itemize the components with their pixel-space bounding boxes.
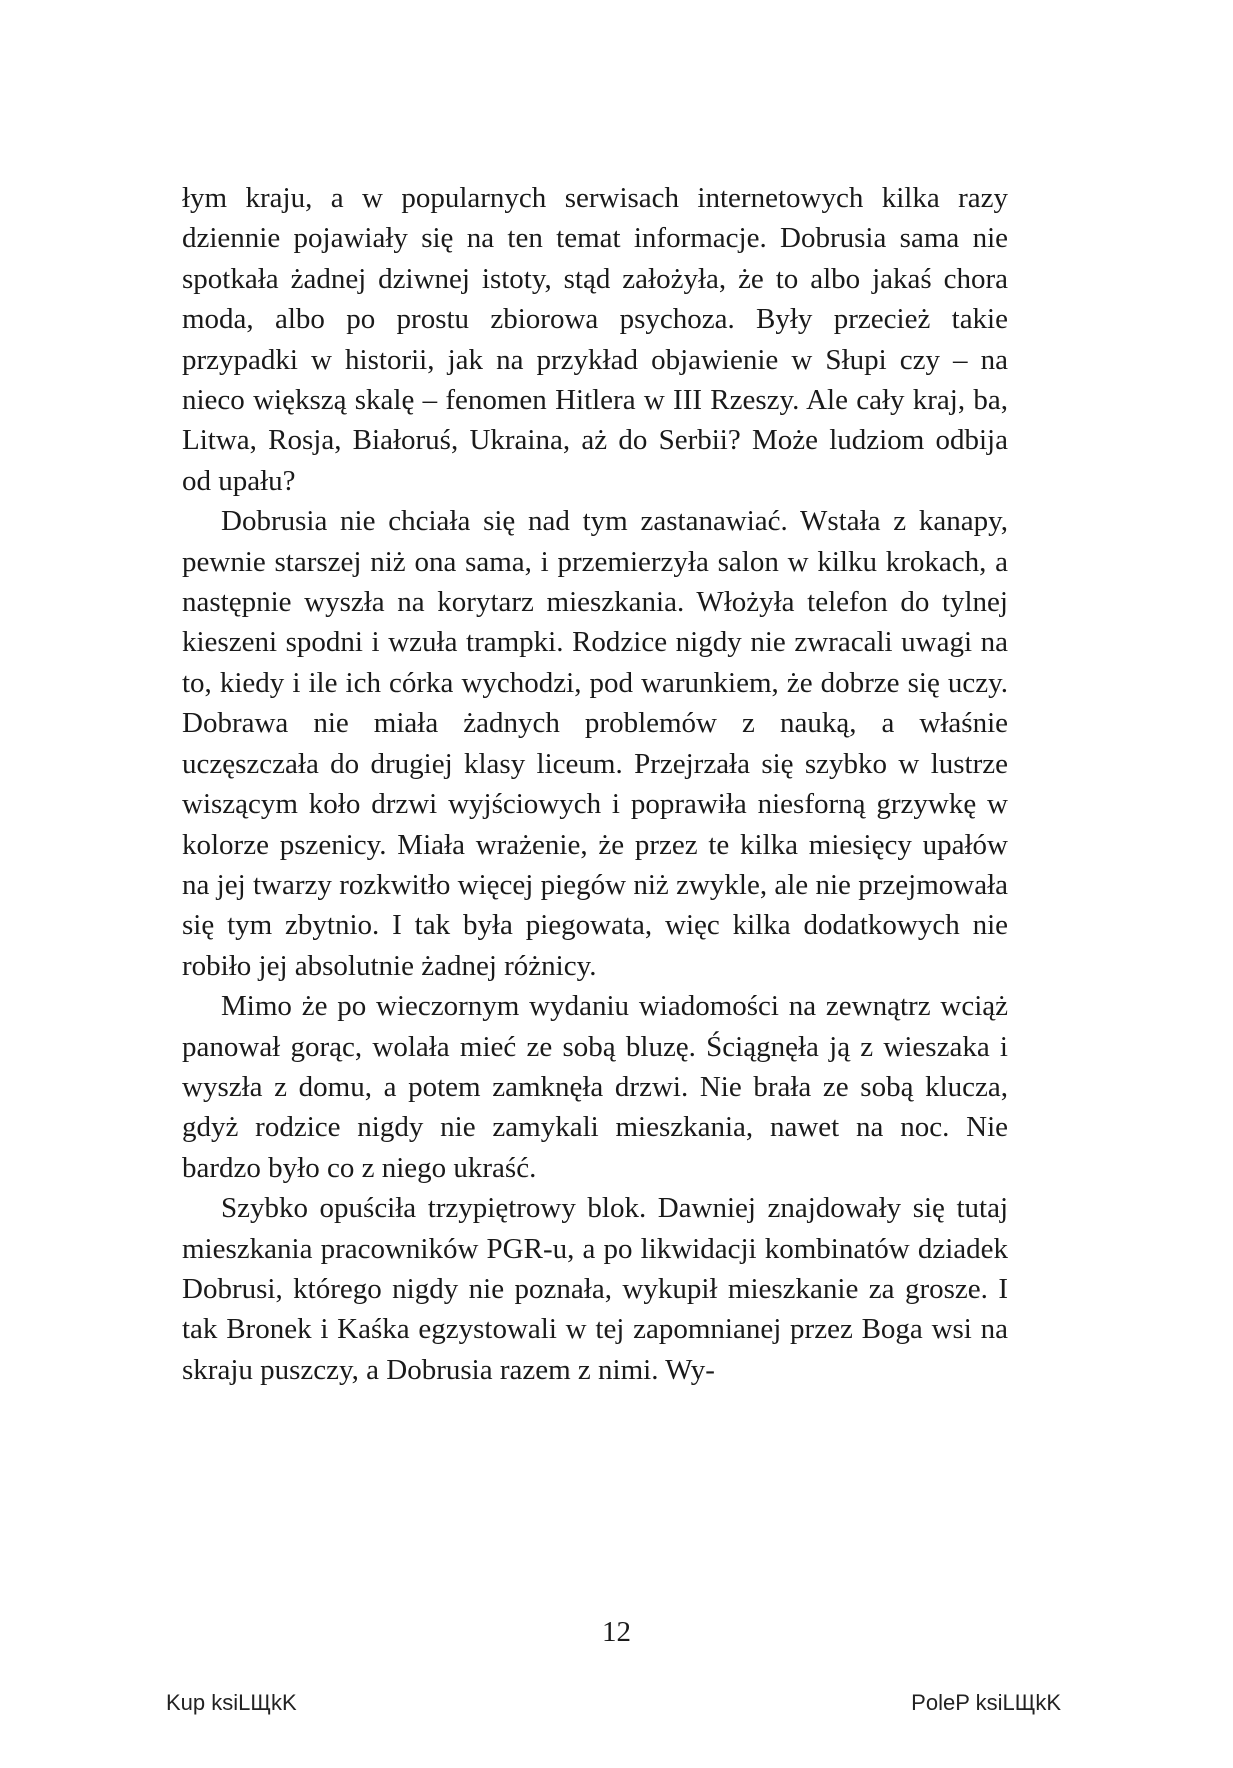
paragraph-2: Dobrusia nie chciała się nad tym zastanawiać. Wstała z kanapy, pewnie starszej niż ona sama, i przemierzyła salon w kilku krokach, a następnie wyszła na korytarz mieszkania. Włożyła telefon do tylnej kieszeni spodni i wzuła trampki. Rodzice nigdy nie zwracali uwagi na to, kiedy i ile ich córka wychodzi, pod warunkiem, że dobrze się uczy. Dobrawa nie miała żadnych problemów z nauką, a właśnie uczęszczała do drugiej klasy liceum. Przejrzała się szybko w lustrze wiszącym koło drzwi wyjściowych i poprawiła niesforną grzywkę w kolorze pszenicy. Miała wrażenie, że przez te kilka miesięcy upałów na jej twarzy rozkwitło więcej piegów niż zwykle, ale nie przejmowała się tym zbytnio. I tak była piegowata, więc kilka dodatkowych nie robiło jej absolutnie żadnej różnicy. bbox=[182, 505, 1008, 982]
paragraph-1: łym kraju, a w popularnych serwisach internetowych kilka razy dziennie pojawiały się na ten temat informacje. Dobrusia sama nie spotkała żadnej dziwnej istoty, stąd założyła, że to albo jakaś chora moda, albo po prostu zbiorowa psychoza. Były przecież takie przypadki w historii, jak na przykład objawienie w Słupi czy – na nieco większą skalę – fenomen Hitlera w III Rzeszy. Ale cały kraj, ba, Litwa, Rosja, Białoruś, Ukraina, aż do Serbii? Może ludziom odbija od upału? bbox=[182, 182, 1008, 497]
buy-book-link[interactable]: Kup ksiLЩkK bbox=[166, 1690, 297, 1715]
recommend-book-link[interactable]: PoleP ksiLЩkK bbox=[911, 1690, 1061, 1715]
paragraph-4: Szybko opuściła trzypiętrowy blok. Dawniej znajdowały się tutaj mieszkania pracowników PGR-u, a po likwidacji kombinatów dziadek Dobrusi, którego nigdy nie poznała, wykupił mieszkanie za grosze. I tak Bronek i Kaśka egzystowali w tej zapomnianej przez Boga wsi na skraju puszczy, a Dobrusia razem z nimi. Wy- bbox=[182, 1192, 1008, 1386]
page-number: 12 bbox=[602, 1616, 631, 1648]
paragraph-3: Mimo że po wieczornym wydaniu wiadomości na zewnątrz wciąż panował gorąc, wolała mieć ze sobą bluzę. Ściągnęła ją z wieszaka i wyszła z domu, a potem zamknęła drzwi. Nie brała ze sobą klucza, gdyż rodzice nigdy nie zamykali mieszkania, nawet na noc. Nie bardzo było co z niego ukraść. bbox=[182, 990, 1008, 1184]
page-body bbox=[182, 178, 1008, 1390]
